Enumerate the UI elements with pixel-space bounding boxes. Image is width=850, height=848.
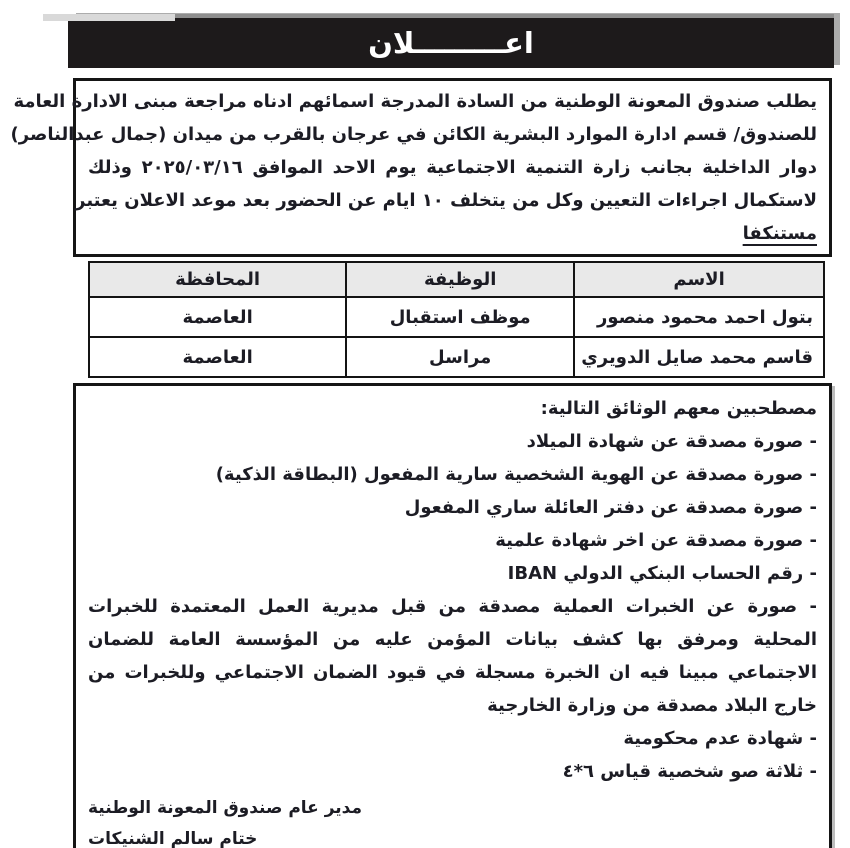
document-item-iban: - رقم الحساب البنكي الدولي IBAN xyxy=(507,563,817,584)
cell-applicant-governorate: العاصمة xyxy=(89,337,346,377)
intro-line-2: للصندوق/ قسم ادارة الموارد البشرية الكائن في عرجان بالقرب من ميدان (جمال عبدالناصر) xyxy=(10,124,817,145)
document-item-personal-photos: - ثلاثة صو شخصية قياس ٦*٤ xyxy=(562,761,817,782)
intro-line-5: مستنكفا xyxy=(742,223,817,244)
document-item-national-id: - صورة مصدقة عن الهوية الشخصية سارية المفعول (البطاقة الذكية) xyxy=(215,464,817,485)
document-item-family-book: - صورة مصدقة عن دفتر العائلة ساري المفعول xyxy=(404,497,817,518)
document-item-academic-certificate: - صورة مصدقة عن اخر شهادة علمية xyxy=(495,530,817,551)
documents-heading: مصطحبين معهم الوثائق التالية: xyxy=(540,398,817,419)
cell-applicant-name: بتول احمد محمود منصور xyxy=(574,297,824,337)
signature-name: ختام سالم الشنيكات xyxy=(88,829,258,848)
cell-applicant-governorate: العاصمة xyxy=(89,297,346,337)
intro-line-1: يطلب صندوق المعونة الوطنية من السادة المدرجة اسمائهم ادناه مراجعة مبنى الادارة العامة xyxy=(13,91,817,112)
signature-title: مدير عام صندوق المعونة الوطنية xyxy=(88,798,363,818)
applicants-table xyxy=(88,261,825,378)
intro-line-3: دوار الداخلية بجانب زارة التنمية الاجتماعية يوم الاحد الموافق ٢٠٢٥/٠٣/١٦ وذلك xyxy=(88,157,817,178)
intro-line-4: لاستكمال اجراءات التعيين وكل من يتخلف ١٠ ايام عن الحضور بعد موعد الاعلان يعتبر xyxy=(75,190,817,211)
document-item-no-criminal-record: - شهادة عدم محكومية xyxy=(623,728,817,749)
table-row xyxy=(89,337,824,377)
cell-applicant-job: موظف استقبال xyxy=(346,297,574,337)
required-documents-box xyxy=(73,383,832,848)
cell-applicant-name: قاسم محمد صايل الدويري xyxy=(574,337,824,377)
scan-edge-artifact xyxy=(43,14,175,21)
announcement-title: اعـــــــــلان xyxy=(368,26,534,60)
cell-applicant-job: مراسل xyxy=(346,337,574,377)
document-item-birth-certificate: - صورة مصدقة عن شهادة الميلاد xyxy=(526,431,817,452)
document-item-work-experience: - صورة عن الخبرات العملية مصدقة من قبل مديرية العمل المعتمدة للخبرات المحلية ومرفق بها كشف بيانات المؤمن عليه من المؤسسة العامة للضمان الاجتماعي مبينا فيه ان الخبرة مسجلة في قيود الضمان الاجتماعي وللخبرات من خارج البلاد مصدقة من وزارة الخارجية xyxy=(88,596,817,716)
table-row xyxy=(89,297,824,337)
announcement-title-banner xyxy=(68,14,834,68)
signature-block xyxy=(88,793,817,848)
column-header-governorate: المحافظة xyxy=(89,262,346,297)
table-header-row xyxy=(89,262,824,297)
intro-paragraph-box xyxy=(10,78,832,257)
column-header-job: الوظيفة xyxy=(346,262,574,297)
column-header-name: الاسم xyxy=(574,262,824,297)
